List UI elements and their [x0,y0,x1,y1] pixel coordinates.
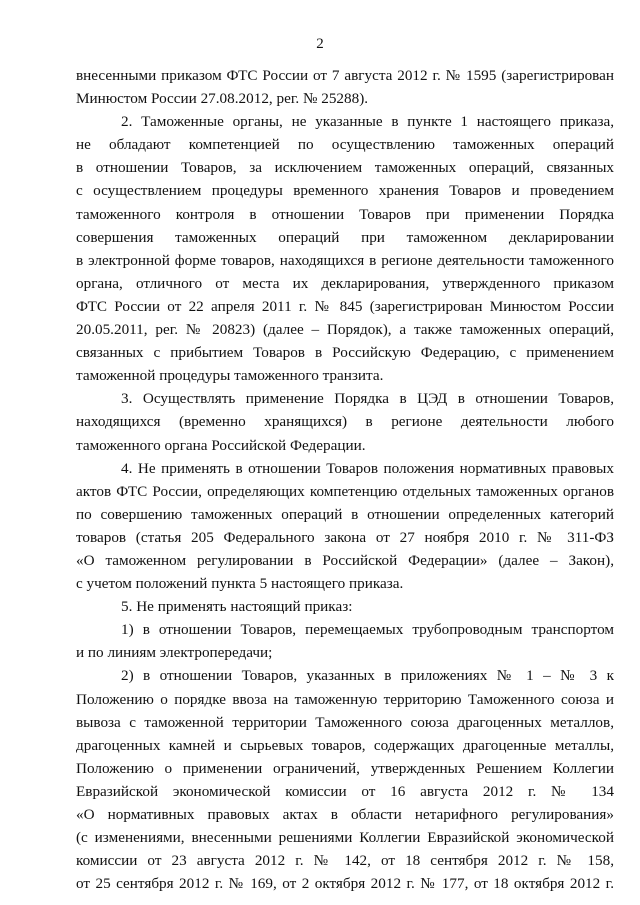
text-line: таможенного органа Российской Федерации. [76,436,366,454]
text-line: внесенными приказом ФТС России от 7 августа 2012 г. № 1595 (зарегистрирован [76,67,614,84]
text-line: (с изменениями, внесенными решениями Коллегии Евразийской экономической [76,829,614,847]
text-line: Положению о применении ограничений, утвержденных Решением Коллегии [76,759,614,777]
text-line: ФТС России от 22 апреля 2011 г. № 845 (зарегистрирован Минюстом России [76,297,614,315]
text-line: 3. Осуществлять применение Порядка в ЦЭД в отношении Товаров, [121,390,614,408]
text-line: товаров (статья 205 Федерального закона от 27 ноября 2010 г. № 311-ФЗ [76,528,614,546]
text-line: 2. Таможенные органы, не указанные в пункте 1 настоящего приказа, [121,113,614,131]
text-line: актов ФТС России, определяющих компетенцию отдельных таможенных органов [76,482,614,500]
text-line: 2) в отношении Товаров, указанных в приложениях № 1 – № 3 к [121,667,614,685]
text-line: и по линиям электропередачи; [76,644,273,662]
text-line: совершения таможенных операций при таможенном декларировании [76,228,614,246]
text-line: в электронной форме товаров, находящихся в регионе деятельности таможенного [76,251,614,269]
text-line: от 25 сентября 2012 г. № 169, от 2 октября 2012 г. № 177, от 18 октября 2012 г. [76,875,614,893]
text-line: таможенного контроля в отношении Товаров при применении Порядка [76,205,614,223]
text-line: по совершению таможенных операций в отношении определенных категорий [76,505,614,523]
text-line: в отношении Товаров, за исключением таможенных операций, связанных [76,159,614,177]
text-line: не обладают компетенцией по осуществлению таможенных операций [76,136,614,154]
text-line: «О таможенном регулировании в Российской Федерации» (далее – Закон), [76,551,614,569]
text-line: Евразийской экономической комиссии от 16 августа 2012 г. № 134 [76,782,614,800]
text-line: 5. Не применять настоящий приказ: [121,598,353,616]
page-number: 2 [316,36,324,52]
text-line: 1) в отношении Товаров, перемещаемых трубопроводным транспортом [121,621,614,639]
text-line: с осуществлением процедуры временного хранения Товаров и проведением [76,182,614,200]
text-line: драгоценных камней и сырьевых товаров, содержащих драгоценные металлы, [76,736,614,754]
text-line: таможенной процедуры таможенного транзита. [76,367,384,385]
text-line: органа, отличного от места их декларирования, утвержденного приказом [76,274,614,292]
text-line: находящихся (временно хранящихся) в регионе деятельности любого [76,413,614,431]
text-line: комиссии от 23 августа 2012 г. № 142, от 18 сентября 2012 г. № 158, [76,852,614,870]
text-line: с учетом положений пункта 5 настоящего приказа. [76,575,404,593]
document-body [76,64,614,895]
text-line: вывоза с таможенной территории Таможенного союза драгоценных металлов, [76,713,614,731]
text-line: 20.05.2011, рег. № 20823) (далее – Порядок), а также таможенных операций, [76,321,614,339]
text-line: «О нормативных правовых актах в области нетарифного регулирования» [76,806,614,823]
text-line: 4. Не применять в отношении Товаров положения нормативных правовых [121,459,614,477]
text-line: связанных с прибытием Товаров в Российскую Федерацию, с применением [76,344,614,362]
text-line: Минюстом России 27.08.2012, рег. № 25288). [76,90,369,108]
text-line: Положению о порядке ввоза на таможенную территорию Таможенного союза и [76,690,614,708]
